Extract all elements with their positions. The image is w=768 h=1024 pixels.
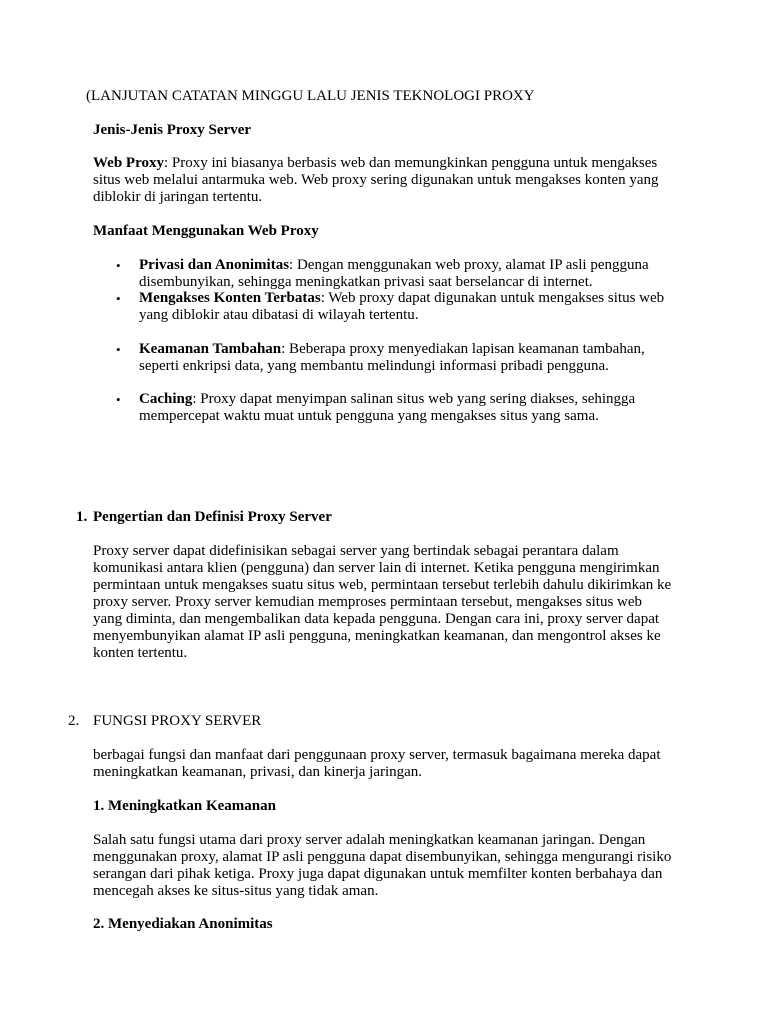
section-2-heading: FUNGSI PROXY SERVER (93, 713, 262, 729)
web-proxy-term: Web Proxy (93, 155, 164, 171)
section-2-sub2-heading: 2. Menyediakan Anonimitas (93, 916, 273, 932)
benefit-term: Privasi dan Anonimitas (139, 257, 290, 273)
benefit-term: Keamanan Tambahan (139, 341, 282, 357)
benefit-item-caching (116, 391, 679, 425)
bullet-icon: • (116, 392, 121, 407)
benefit-term: Caching (139, 391, 193, 407)
section-2-sub1-body: Salah satu fungsi utama dari proxy server adalah meningkatkan keamanan jaringan. Dengan menggunakan proxy, alamat IP asli pengguna dapat disembunyikan, sehingga mengurangi risiko serangan dari pihak ketiga. Proxy juga dapat digunakan untuk memfilter konten berbahaya dan mencegah akses ke situs-situs yang tidak aman. (93, 832, 672, 899)
section-1-body: Proxy server dapat didefinisikan sebagai server yang bertindak sebagai perantara dalam komunikasi antara klien (pengguna) dan server lain di internet. Ketika pengguna mengirimkan permintaan untuk mengakses suatu situs web, permintaan tersebut terlebih dahulu dikirimkan ke proxy server. Proxy server kemudian memproses permintaan tersebut, mengakses situs web yang diminta, dan mengembalikan data kepada pengguna. Dengan cara ini, proxy server dapat menyembunyikan alamat IP asli pengguna, meningkatkan keamanan, dan mengontrol akses ke konten tertentu. (93, 543, 672, 661)
bullet-icon: • (116, 291, 121, 306)
header-line: (LANJUTAN CATATAN MINGGU LALU JENIS TEKNOLOGI PROXY (86, 88, 535, 104)
benefit-text: : Proxy dapat menyimpan salinan situs web yang sering diakses, sehingga mempercepat waktu muat untuk pengguna yang mengakses situs yang sama. (139, 391, 636, 424)
web-proxy-paragraph (93, 155, 678, 206)
bullet-icon: • (116, 258, 121, 273)
benefit-text: : Dengan menggunakan web proxy, alamat IP asli pengguna disembunyikan, sehingga meningkatkan privasi saat berselancar di internet. (139, 257, 649, 290)
benefit-item-security (116, 341, 679, 375)
bullet-icon: • (116, 342, 121, 357)
benefit-text: : Web proxy dapat digunakan untuk mengakses situs web yang diblokir atau dibatasi di wilayah tertentu. (139, 290, 665, 323)
benefit-item-privacy (116, 257, 679, 291)
benefit-item-restricted-content (116, 290, 679, 324)
section-2-intro: berbagai fungsi dan manfaat dari penggunaan proxy server, termasuk bagaimana mereka dapat meningkatkan keamanan, privasi, dan kinerja jaringan. (93, 747, 661, 780)
section-1-number: 1. (76, 509, 88, 525)
section-1-heading: Pengertian dan Definisi Proxy Server (93, 509, 332, 525)
benefit-text: : Beberapa proxy menyediakan lapisan keamanan tambahan, seperti enkripsi data, yang membantu melindungi informasi pribadi pengguna. (139, 341, 645, 374)
section-2-number: 2. (68, 713, 80, 729)
benefits-heading: Manfaat Menggunakan Web Proxy (93, 223, 319, 239)
section-2-sub1-heading: 1. Meningkatkan Keamanan (93, 798, 276, 814)
proxy-types-heading: Jenis-Jenis Proxy Server (93, 122, 252, 138)
web-proxy-text: : Proxy ini biasanya berbasis web dan memungkinkan pengguna untuk mengakses situs web melalui antarmuka web. Web proxy sering digunakan untuk mengakses konten yang diblokir di jaringan tertentu. (93, 155, 659, 205)
benefit-term: Mengakses Konten Terbatas (139, 290, 321, 306)
